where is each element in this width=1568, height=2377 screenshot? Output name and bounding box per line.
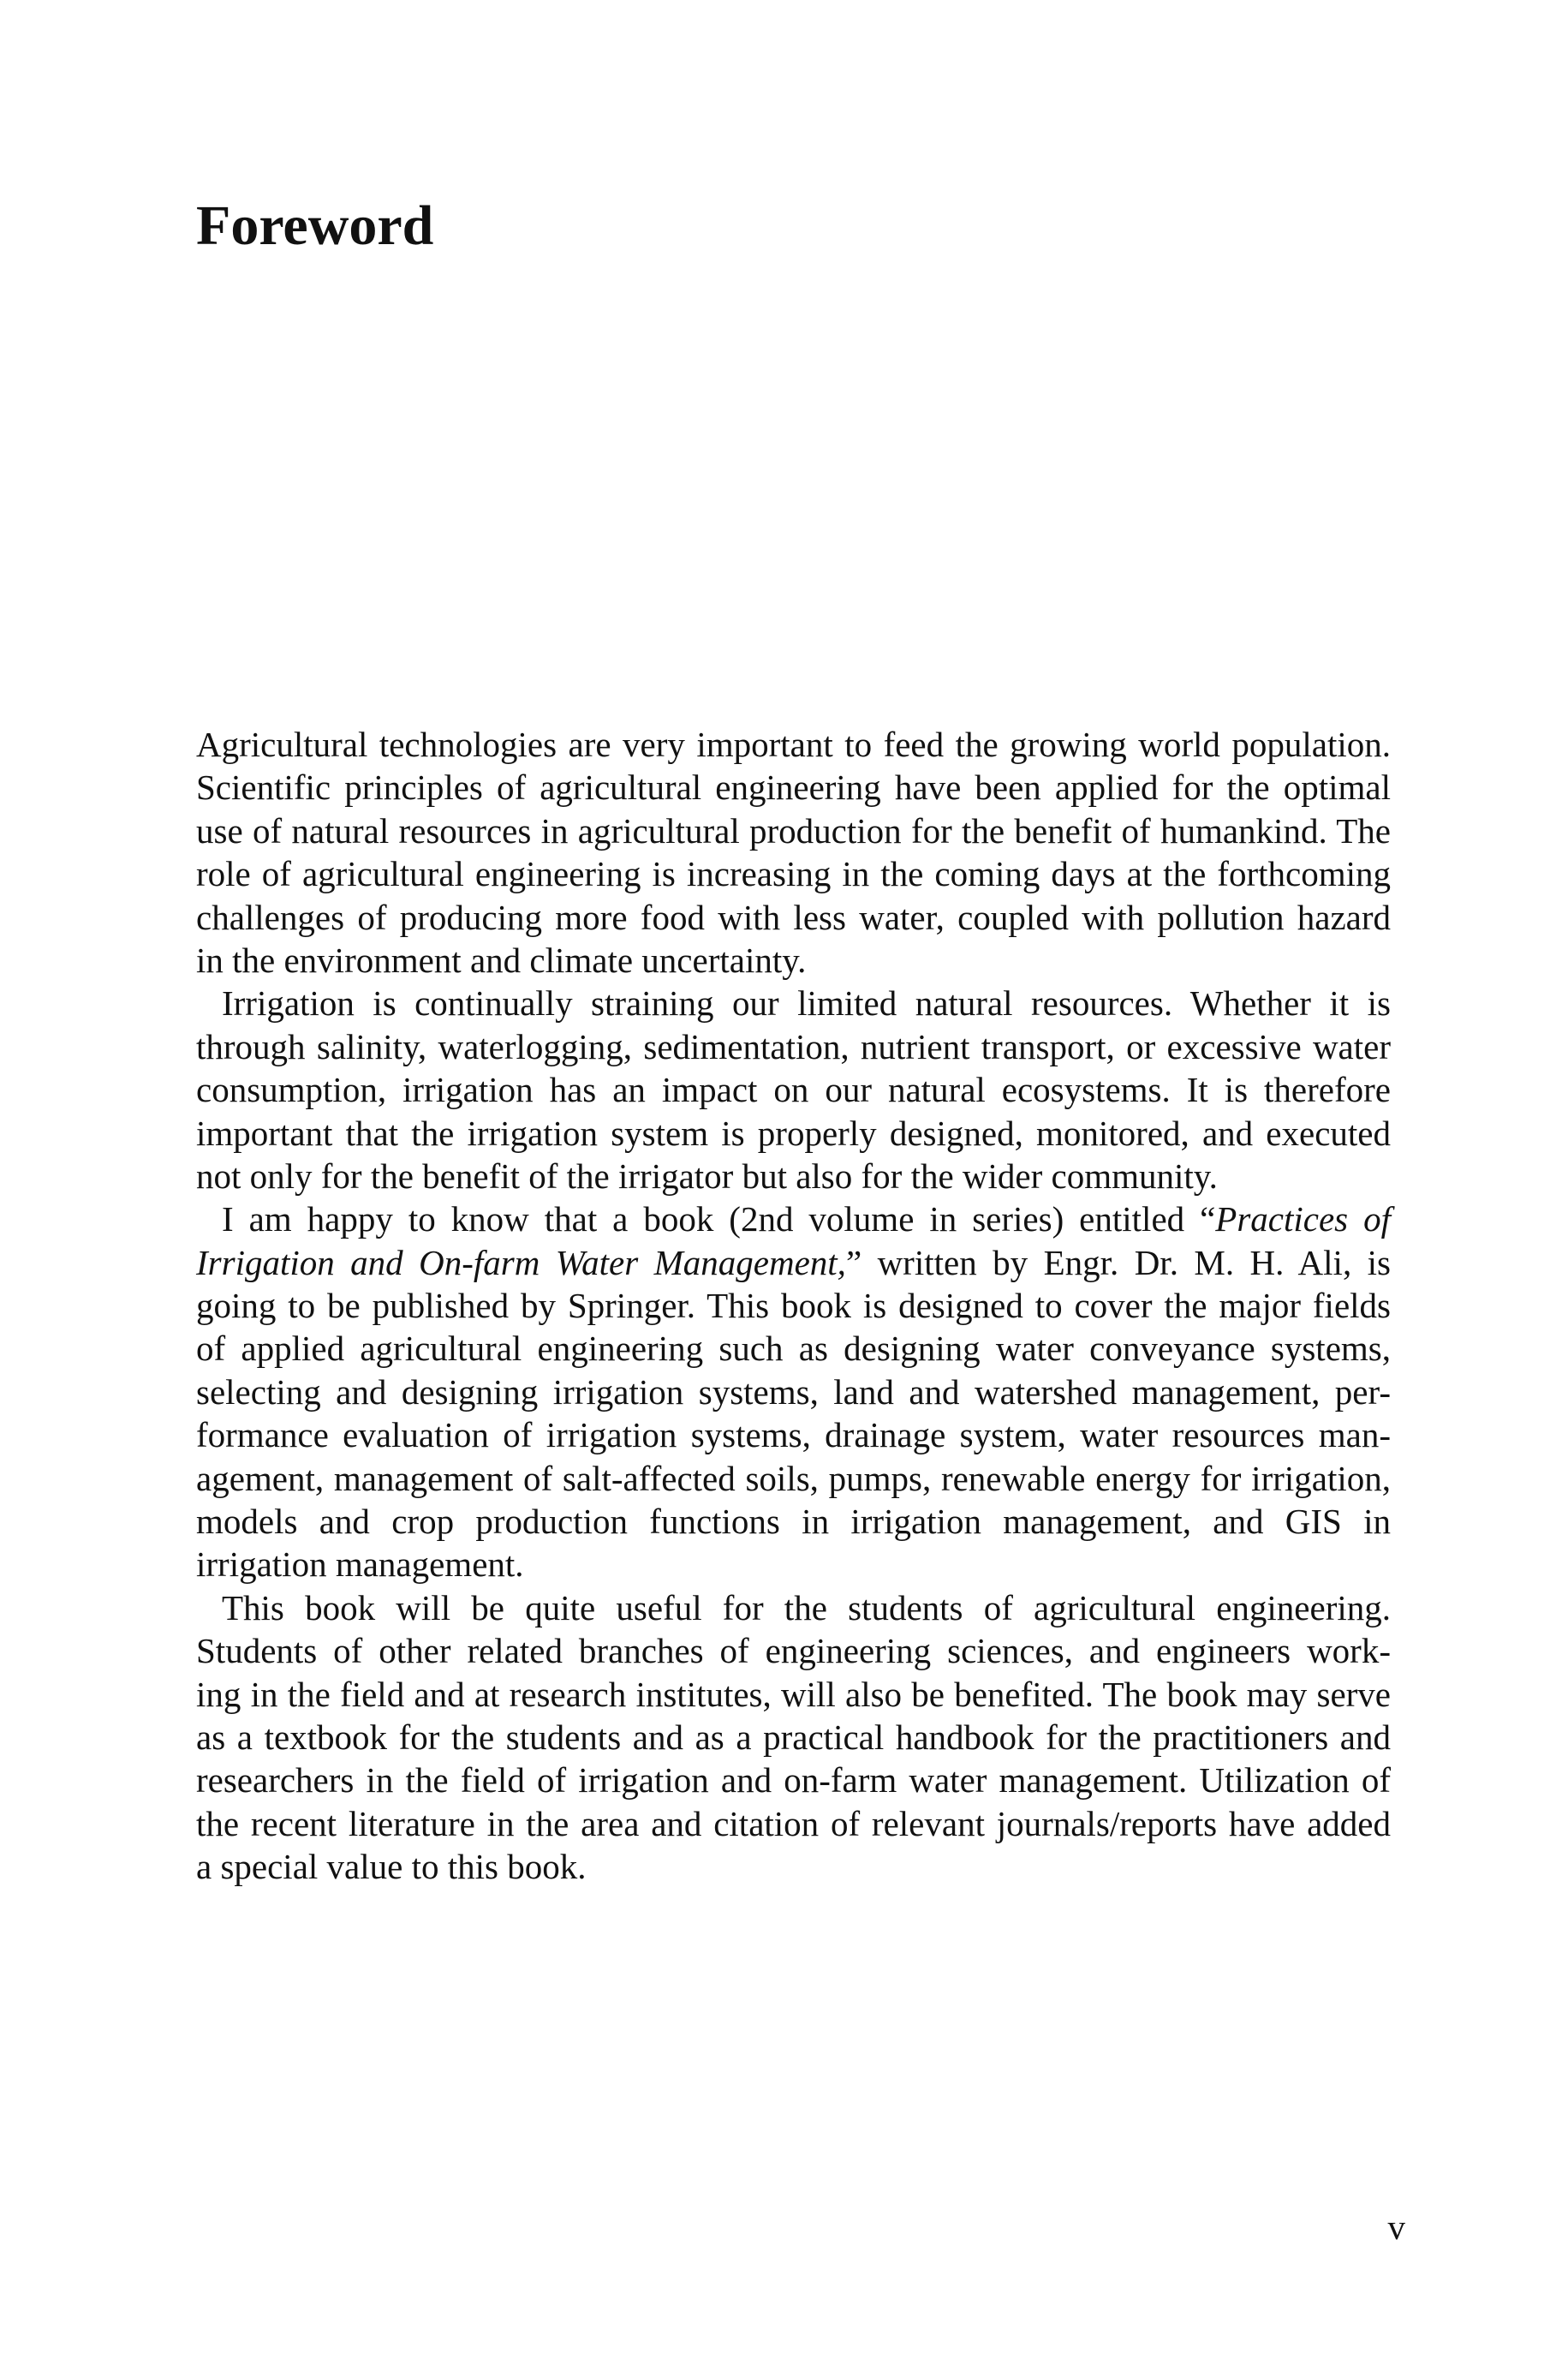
text-segment: role of agricultural engineering is increasing in the coming days at the forthcoming (196, 854, 1391, 894)
text-segment: selecting and designing irrigation systems, land and watershed management, per- (196, 1371, 1391, 1412)
text-segment: Irrigation is continually straining our limited natural resources. Whether it is (222, 983, 1391, 1024)
paragraph (196, 723, 1391, 982)
text-line (196, 1371, 1391, 1413)
text-line (196, 1284, 1391, 1327)
text-line (196, 852, 1391, 895)
text-segment: of applied agricultural engineering such as designing water conveyance systems, (196, 1329, 1391, 1369)
text-line (196, 809, 1391, 852)
text-segment: Agricultural technologies are very important to feed the growing world population. (196, 725, 1391, 764)
paragraph (196, 982, 1391, 1197)
text-line (196, 1068, 1391, 1111)
text-line (196, 1500, 1391, 1543)
text-line (196, 1155, 1391, 1197)
text-segment: consumption, irrigation has an impact on our natural ecosystems. It is therefore (196, 1070, 1391, 1110)
text-line (196, 1845, 1391, 1888)
text-line (196, 723, 1391, 766)
text-segment: ” written by Engr. Dr. M. H. Ali, is (845, 1242, 1391, 1282)
text-segment: irrigation management. (196, 1544, 524, 1585)
page-number: v (1387, 2207, 1405, 2247)
text-segment: agement, management of salt-affected soils, pumps, renewable energy for irrigation, (196, 1458, 1391, 1498)
text-segment: important that the irrigation system is properly designed, monitored, and executed (196, 1113, 1391, 1153)
text-line (196, 1457, 1391, 1500)
text-segment: a special value to this book. (196, 1847, 587, 1887)
text-segment: This book will be quite useful for the students of agricultural engineering. (222, 1587, 1391, 1627)
text-segment: the recent literature in the area and citation of relevant journals/reports have added (196, 1803, 1391, 1843)
italic-text: Practices of (1215, 1199, 1391, 1239)
text-line (196, 1413, 1391, 1456)
text-line (196, 896, 1391, 939)
text-line (196, 1802, 1391, 1845)
text-line (196, 1543, 1391, 1586)
paragraph (196, 1586, 1391, 1889)
text-segment: formance evaluation of irrigation systems, drainage system, water resources man- (196, 1415, 1391, 1455)
text-segment: as a textbook for the students and as a practical handbook for the practitioners and (196, 1717, 1391, 1757)
text-segment: ing in the field and at research institutes, will also be benefited. The book may serve (196, 1674, 1391, 1714)
text-line (196, 766, 1391, 809)
italic-text: Irrigation and On-farm Water Management, (196, 1242, 846, 1282)
text-segment: not only for the benefit of the irrigator but also for the wider community. (196, 1156, 1218, 1196)
text-segment: in the environment and climate uncertainty. (196, 940, 807, 980)
page-title: Foreword (196, 194, 434, 257)
text-line (196, 1327, 1391, 1370)
text-line (196, 1629, 1391, 1672)
text-segment: Scientific principles of agricultural engineering have been applied for the optimal (196, 767, 1391, 808)
text-segment: researchers in the field of irrigation and on-farm water management. Utilization of (196, 1760, 1391, 1801)
text-line (196, 1716, 1391, 1759)
paragraph (196, 1197, 1391, 1586)
text-segment: models and crop production functions in irrigation management, and GIS in (196, 1502, 1391, 1542)
text-segment: going to be published by Springer. This book is designed to cover the major fields (196, 1286, 1391, 1326)
text-line (196, 939, 1391, 982)
text-line (196, 1197, 1391, 1240)
text-segment: use of natural resources in agricultural production for the benefit of humankind. The (196, 810, 1391, 851)
text-line (196, 1586, 1391, 1629)
text-line (196, 1112, 1391, 1155)
text-line (196, 982, 1391, 1024)
text-segment: Students of other related branches of engineering sciences, and engineers work- (196, 1631, 1391, 1671)
text-segment: I am happy to know that a book (2nd volume in series) entitled “ (222, 1199, 1216, 1239)
text-line (196, 1673, 1391, 1716)
text-segment: challenges of producing more food with less water, coupled with pollution hazard (196, 897, 1391, 937)
foreword-body (196, 723, 1391, 1889)
text-line (196, 1241, 1391, 1284)
text-segment: through salinity, waterlogging, sedimentation, nutrient transport, or excessive water (196, 1026, 1391, 1066)
text-line (196, 1759, 1391, 1801)
text-line (196, 1025, 1391, 1068)
